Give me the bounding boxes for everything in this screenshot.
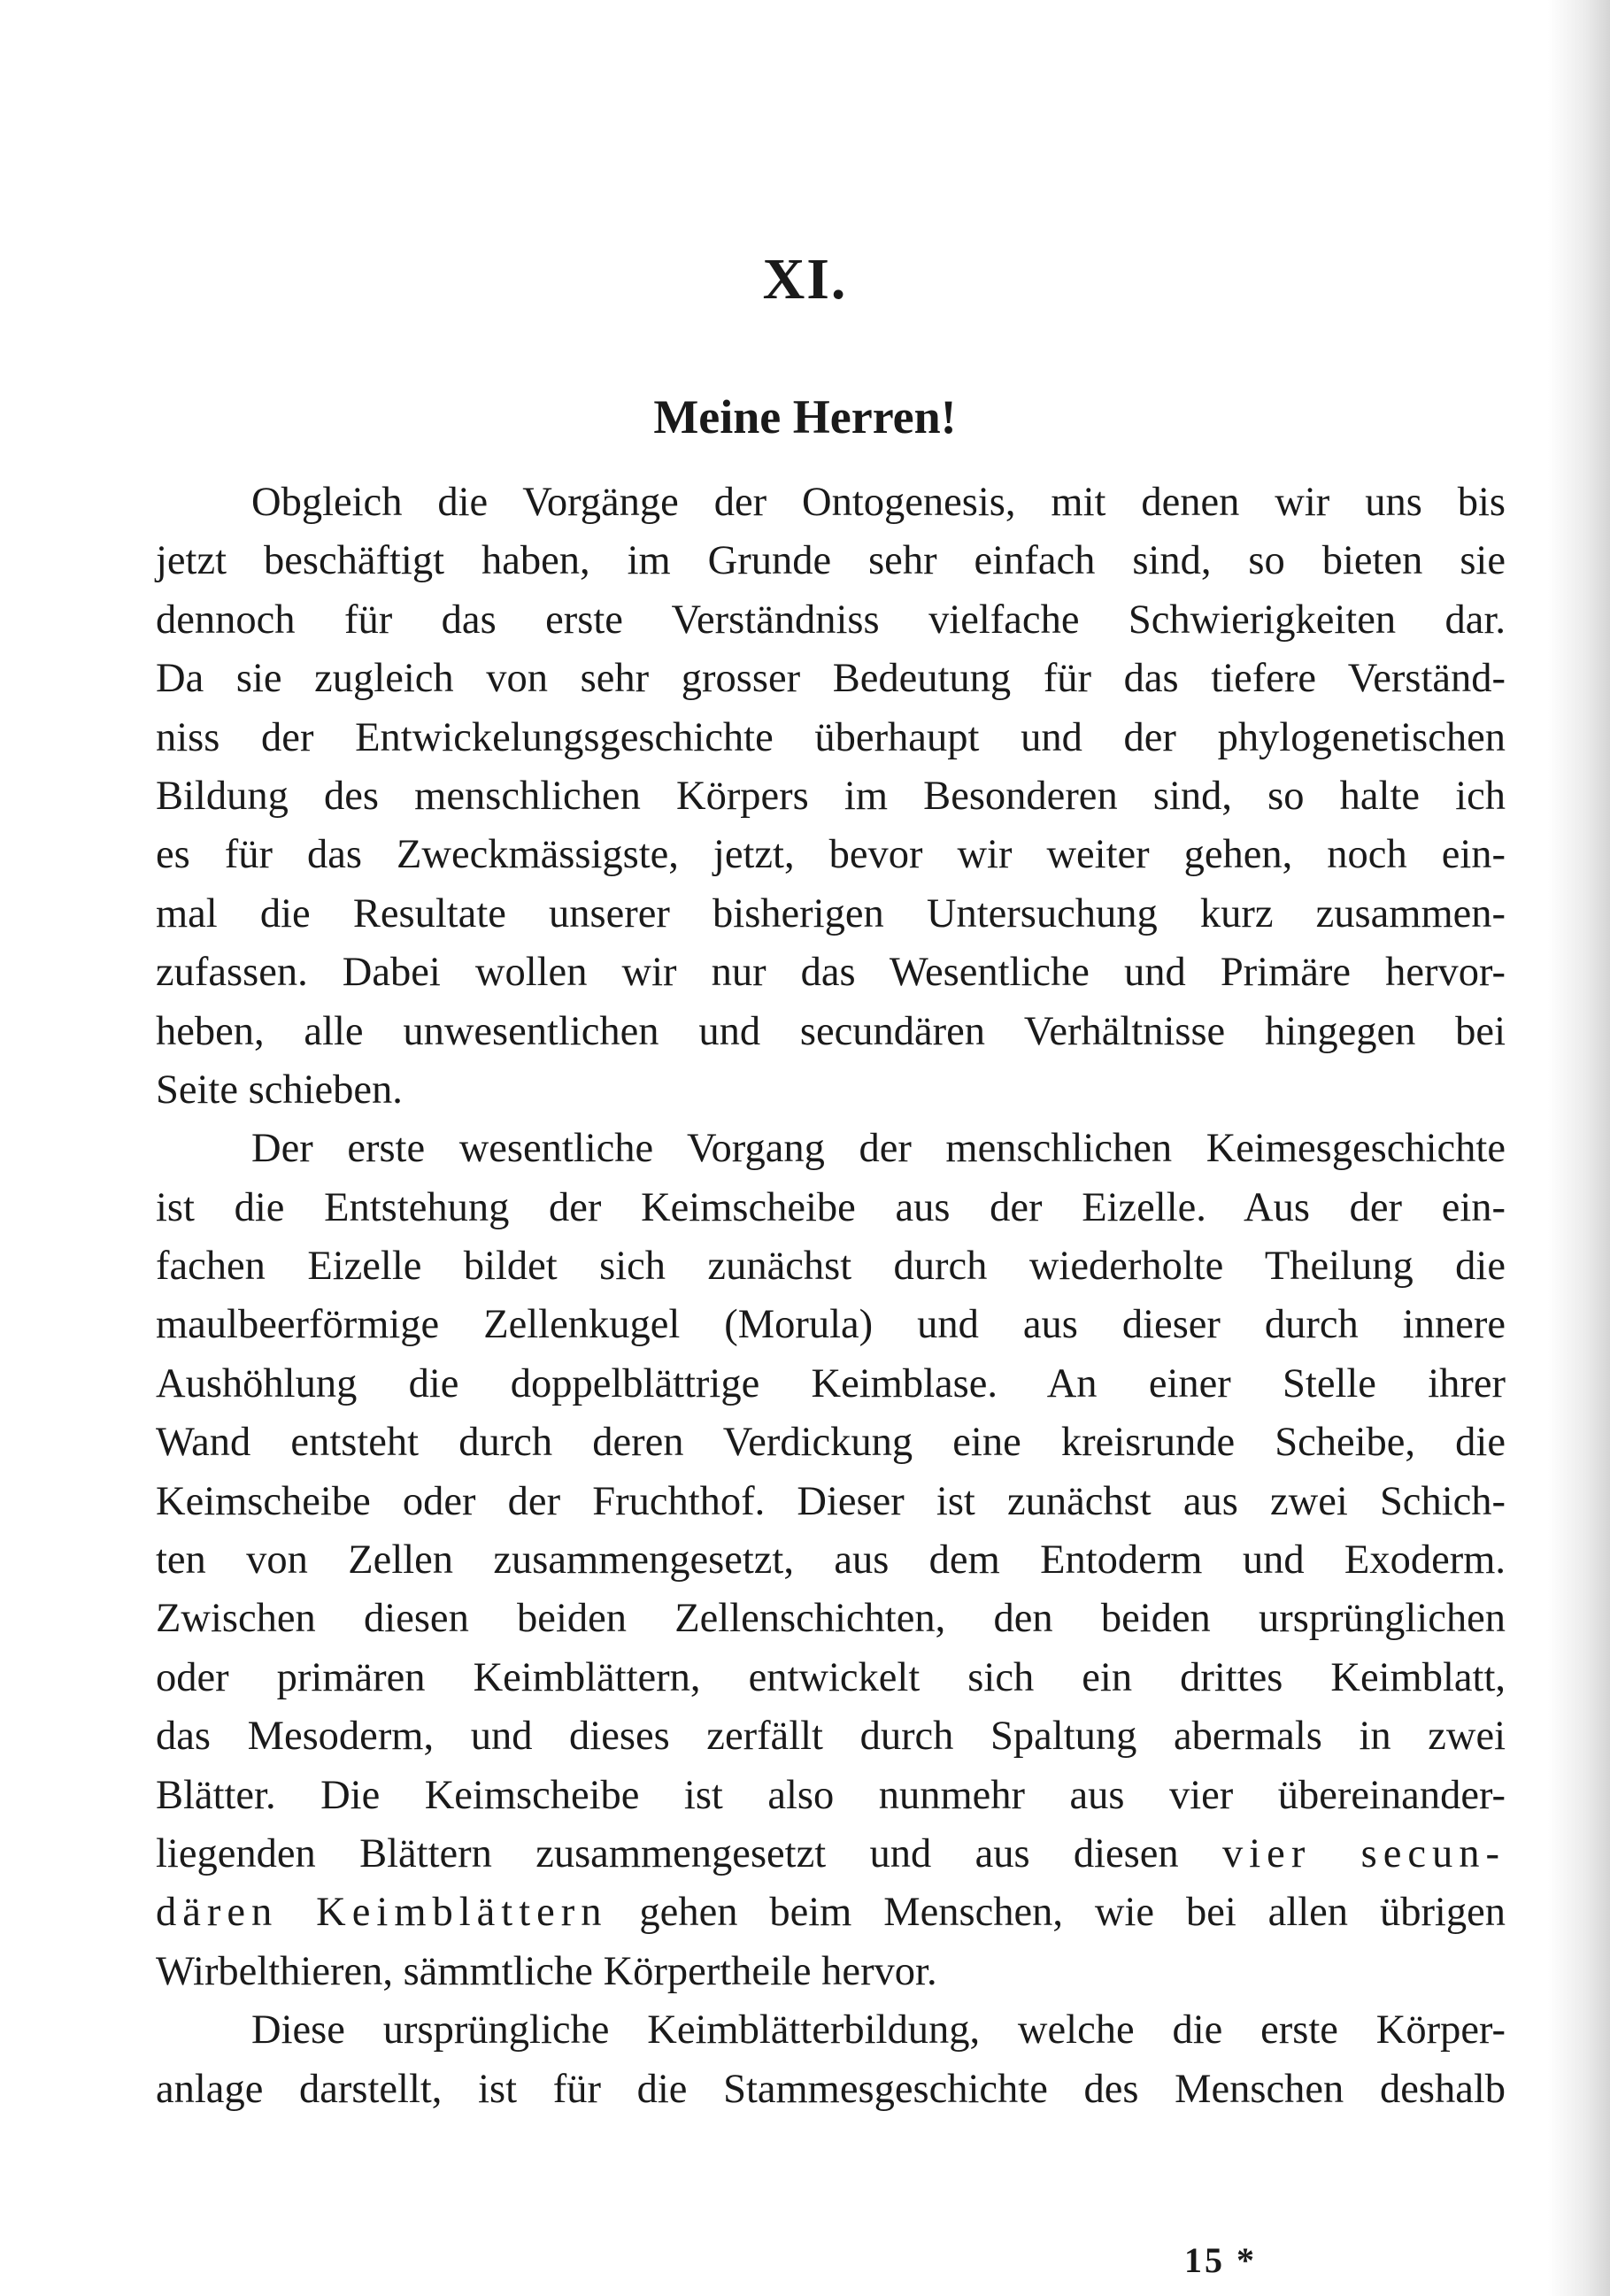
text-line: Der erste wesentliche Vorgang der menschlichen Keimesgeschichte	[251, 1126, 1506, 1172]
text-line: Keimscheibe oder der Fruchthof. Dieser ist zunächst aus zwei Schich-	[156, 1478, 1506, 1524]
text-line: niss der Entwickelungsgeschichte überhaupt und der phylogenetischen	[156, 714, 1506, 760]
text-line: heben, alle unwesentlichen und secundären Verhältnisse hingegen bei	[156, 1008, 1506, 1054]
spaced-emphasis: dären Keimblättern	[156, 1890, 608, 1936]
text-line: Obgleich die Vorgänge der Ontogenesis, mit denen wir uns bis	[251, 480, 1506, 525]
text-line: Diese ursprüngliche Keimblätterbildung, welche die erste Körper-	[251, 2007, 1506, 2053]
text-line	[156, 1825, 1506, 1884]
text-line: Aushöhlung die doppelblättrige Keimblase. An einer Stelle ihrer	[156, 1360, 1506, 1406]
text-line: zufassen. Dabei wollen wir nur das Wesentliche und Primäre hervor-	[156, 950, 1506, 996]
text-line: ten von Zellen zusammengesetzt, aus dem Entoderm und Exoderm.	[156, 1537, 1506, 1583]
text-line: es für das Zweckmässigste, jetzt, bevor wir weiter gehen, noch ein-	[156, 832, 1506, 878]
chapter-number: XI.	[762, 247, 848, 312]
body-text	[156, 474, 1506, 2119]
text-line: das Mesoderm, und dieses zerfällt durch Spaltung abermals in zwei	[156, 1714, 1506, 1760]
text-line: oder primären Keimblättern, entwickelt sich ein drittes Keimblatt,	[156, 1654, 1506, 1700]
text-line: ist die Entstehung der Keimscheibe aus der Eizelle. Aus der ein-	[156, 1184, 1506, 1230]
text-line: dennoch für das erste Verständniss vielfache Schwierigkeiten dar.	[156, 597, 1506, 643]
text-line: Da sie zugleich von sehr grosser Bedeutung für das tiefere Verständ-	[156, 656, 1506, 702]
text-line: maulbeerförmige Zellenkugel (Morula) und aus dieser durch innere	[156, 1302, 1506, 1348]
text-line: fachen Eizelle bildet sich zunächst durch wiederholte Theilung die	[156, 1244, 1506, 1290]
text-line: Wirbelthieren, sämmtliche Körpertheile hervor.	[156, 1948, 937, 1994]
text-line: Seite schieben.	[156, 1067, 403, 1113]
text-line	[156, 1884, 1506, 1942]
greeting-heading: Meine Herren!	[653, 390, 957, 443]
text-line: anlage darstellt, ist für die Stammesgeschichte des Menschen deshalb	[156, 2066, 1506, 2112]
text-line: Blätter. Die Keimscheibe ist also nunmehr aus vier übereinander-	[156, 1772, 1506, 1818]
text-line: mal die Resultate unserer bisherigen Untersuchung kurz zusammen-	[156, 890, 1506, 936]
text-line: Bildung des menschlichen Körpers im Besonderen sind, so halte ich	[156, 773, 1506, 819]
spaced-emphasis: vier secun-	[1222, 1830, 1506, 1876]
page-number: 15 *	[1184, 2240, 1257, 2280]
text-segment: liegenden Blättern zusammengesetzt und aus diesen	[156, 1830, 1223, 1876]
text-line: jetzt beschäftigt haben, im Grunde sehr einfach sind, so bieten sie	[156, 538, 1506, 584]
text-line: Wand entsteht durch deren Verdickung eine kreisrunde Scheibe, die	[156, 1420, 1506, 1466]
page-edge-shadow	[1548, 0, 1610, 2296]
text-segment: gehen beim Menschen, wie bei allen übrigen	[607, 1890, 1506, 1936]
text-line: Zwischen diesen beiden Zellenschichten, den beiden ursprünglichen	[156, 1596, 1506, 1642]
